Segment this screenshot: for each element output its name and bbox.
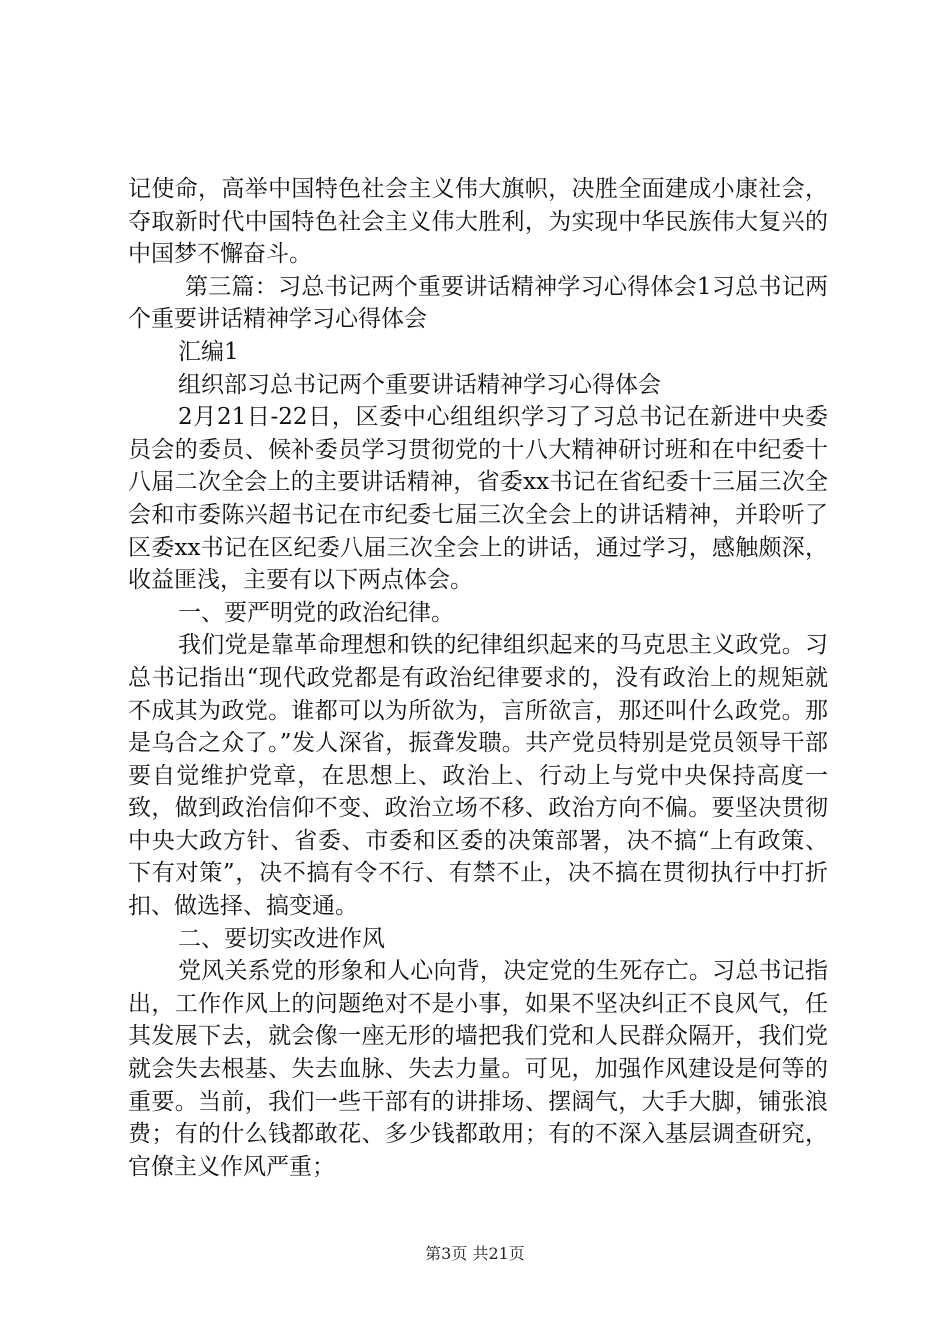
compilation-label: 汇编1 xyxy=(178,338,239,365)
article-title: 组织部习总书记两个重要讲话精神学习心得体会 xyxy=(178,371,661,398)
page-number: 第3页 共21页 xyxy=(425,1244,525,1263)
document-body xyxy=(128,173,828,1183)
paragraph-style: 党风关系党的形象和人心向背，决定党的生死存亡。习总书记指出，工作作风上的问题绝对不是小事，如果不坚决纠正不良风气，任其发展下去，就会像一座无形的墙把我们党和人民群众隔开，我们党就会失去根基、失去血脉、失去力量。可见，加强作风建设是何等的重要。当前，我们一些干部有的讲排场、摆阔气，大手大脚，铺张浪费；有的什么钱都敢花、多少钱都敢用；有的不深入基层调查研究，官僚主义作风严重； xyxy=(128,958,828,1180)
paragraph-discipline: 我们党是靠革命理想和铁的纪律组织起来的马克思主义政党。习总书记指出“现代政党都是有政治纪律要求的，没有政治上的规矩就不成其为政党。谁都可以为所欲为，言所欲言，那还叫什么政党。那是乌合之众了。”发人深省，振聋发聩。共产党员特别是党员领导干部要自觉维护党章，在思想上、政治上、行动上与党中央保持高度一致，做到政治信仰不变、政治立场不移、政治方向不偏。要坚决贯彻中央大政方针、省委、市委和区委的决策部署，决不搞“上有政策、下有对策”，决不搞有令不行、有禁不止，决不搞在贯彻执行中打折扣、做选择、搞变通。 xyxy=(128,632,828,920)
section-title: 第三篇：习总书记两个重要讲话精神学习心得体会1习总书记两个重要讲话精神学习心得体会 xyxy=(128,273,828,333)
paragraph-intro: 2月21日-22日，区委中心组组织学习了习总书记在新进中央委员会的委员、候补委员学习贯彻党的十八大精神研讨班和在中纪委十八届二次全会上的主要讲话精神，省委xx书记在省纪委十三届三次全会和市委陈兴超书记在市纪委七届三次全会上的讲话精神，并聆听了区委xx书记在区纪委八届三次全会上的讲话，通过学习，感触颇深，收益匪浅，主要有以下两点体会。 xyxy=(128,404,828,594)
heading-point-two: 二、要切实改进作风 xyxy=(178,925,385,952)
paragraph-continuation: 记使命，高举中国特色社会主义伟大旗帜，决胜全面建成小康社会，夺取新时代中国特色社会主义伟大胜利，为实现中华民族伟大复兴的中国梦不懈奋斗。 xyxy=(128,176,828,268)
heading-point-one: 一、要严明党的政治纪律。 xyxy=(178,599,454,626)
